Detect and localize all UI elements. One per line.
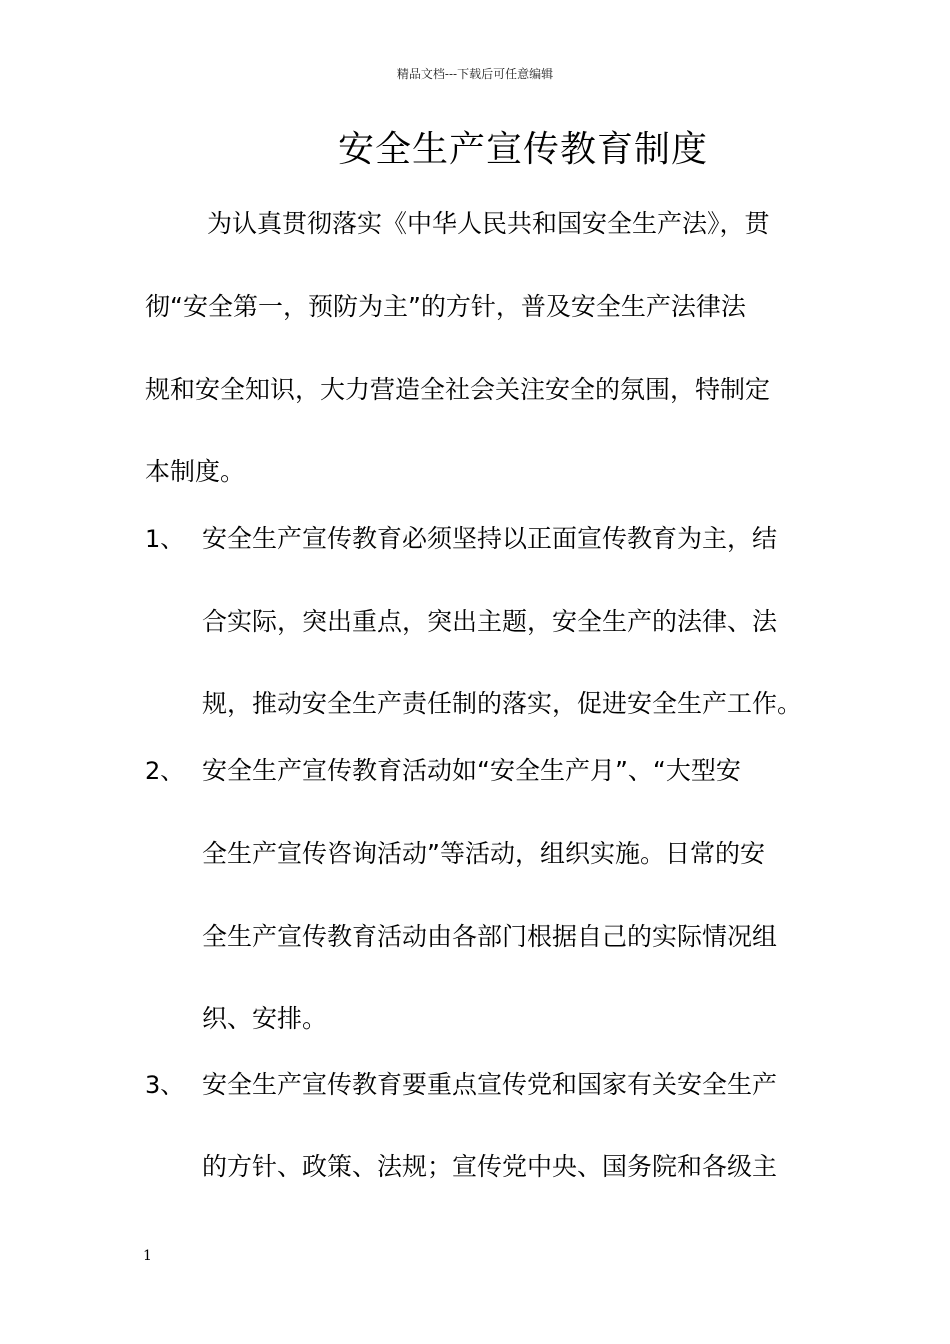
item-2-line-1: 安全生产宣传教育活动如“安全生产月”、“大型安 <box>202 756 741 785</box>
page-number: 1 <box>143 1248 152 1264</box>
item-2-number: 2、 <box>145 757 185 785</box>
intro-line-4: 本制度。 <box>145 457 246 486</box>
page-header: 精品文档---下载后可任意编辑 <box>396 67 554 81</box>
intro-line-1: 为认真贯彻落实《中华人民共和国安全生产法》，贯 <box>207 209 770 238</box>
item-2-line-4: 织、安排。 <box>202 1004 328 1033</box>
item-3-line-1: 安全生产宣传教育要重点宣传党和国家有关安全生产 <box>202 1070 778 1099</box>
item-3-number: 3、 <box>145 1071 185 1099</box>
item-1-line-1: 安全生产宣传教育必须坚持以正面宣传教育为主，结 <box>202 524 778 553</box>
intro-line-3: 规和安全知识，大力营造全社会关注安全的氛围，特制定 <box>145 375 771 404</box>
item-1-line-2: 合实际，突出重点，突出主题，安全生产的法律、法 <box>202 607 778 636</box>
item-2-line-2: 全生产宣传咨询活动”等活动，组织实施。日常的安 <box>202 839 765 868</box>
item-1-number: 1、 <box>145 525 185 553</box>
item-3-line-2: 的方针、政策、法规；宣传党中央、国务院和各级主 <box>202 1152 778 1181</box>
document-title: 安全生产宣传教育制度 <box>338 129 709 170</box>
item-1-line-3: 规，推动安全生产责任制的落实，促进安全生产工作。 <box>202 689 803 718</box>
item-2-line-3: 全生产宣传教育活动由各部门根据自己的实际情况组 <box>202 922 778 951</box>
intro-line-2: 彻“安全第一，预防为主”的方针，普及安全生产法律法 <box>145 292 746 321</box>
